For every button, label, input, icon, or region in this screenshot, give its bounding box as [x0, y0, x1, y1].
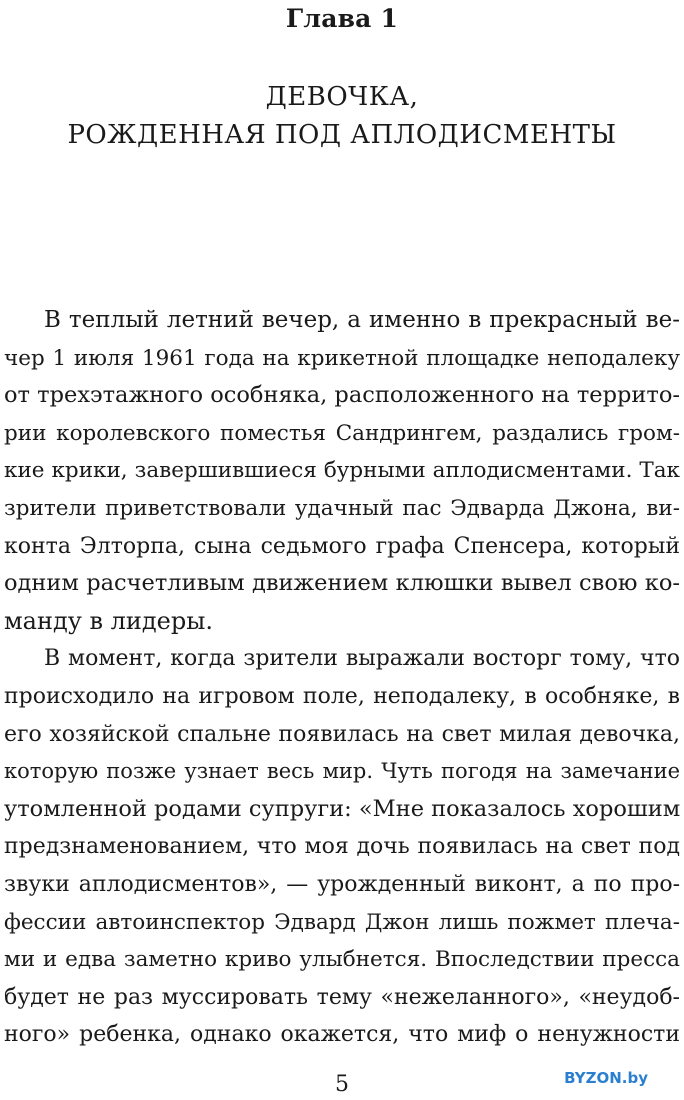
chapter-title-line: ДЕВОЧКА, [265, 82, 419, 112]
text-line: будет не раз муссировать тему «нежеланного», «неудоб- [4, 984, 680, 1010]
chapter-title-line: РОЖДЕННАЯ ПОД АПЛОДИСМЕНТЫ [67, 120, 617, 150]
text-line: фессии автоинспектор Эдвард Джон лишь пожмет плеча- [4, 909, 680, 935]
body-text [4, 302, 680, 1054]
text-line: происходило на игровом поле, неподалеку, в особняке, в [4, 683, 680, 709]
text-line: звуки аплодисментов», — урожденный виконт, а по про- [4, 871, 680, 897]
text-line: кие крики, завершившиеся бурными аплодисментами. Так [4, 458, 680, 484]
text-line: его хозяйской спальне появилась на свет милая девочка, [4, 721, 680, 747]
text-line: конта Элторпа, сына седьмого графа Спенсера, который [4, 533, 680, 559]
watermark-logo: BYZON.by [556, 1067, 672, 1089]
text-line: от трехэтажного особняка, расположенного на террито- [4, 382, 680, 409]
text-line: одним расчетливым движением клюшки вывел свою ко- [4, 570, 680, 597]
text-line: зрители приветствовали удачный пас Эдварда Джона, ви- [4, 495, 680, 521]
text-line: манду в лидеры. [4, 606, 213, 635]
paragraph-1 [4, 302, 680, 640]
text-line: ми и едва заметно криво улыбнется. Впоследствии пресса [4, 947, 680, 973]
paragraph-2 [4, 640, 680, 1054]
text-line: предзнаменованием, что моя дочь появилась на свет под [4, 834, 680, 860]
text-line: чер 1 июля 1961 года на крикетной площадке неподалеку [4, 345, 680, 371]
text-line: ного» ребенка, однако окажется, что миф о ненужности [4, 1022, 680, 1048]
chapter-title [0, 78, 684, 154]
chapter-number: Глава 1 [285, 4, 399, 33]
text-line: В момент, когда зрители выражали восторг тому, что [44, 646, 680, 672]
text-line: утомленной родами супруги: «Мне показалось хорошим [4, 795, 681, 822]
text-line: которую позже узнает весь мир. Чуть погодя на замечание [4, 759, 680, 784]
page-number: 5 [335, 1072, 349, 1097]
text-line: рии королевского поместья Сандрингем, раздались гром- [4, 420, 680, 446]
text-line: В теплый летний вечер, а именно в прекрасный ве- [44, 307, 680, 333]
